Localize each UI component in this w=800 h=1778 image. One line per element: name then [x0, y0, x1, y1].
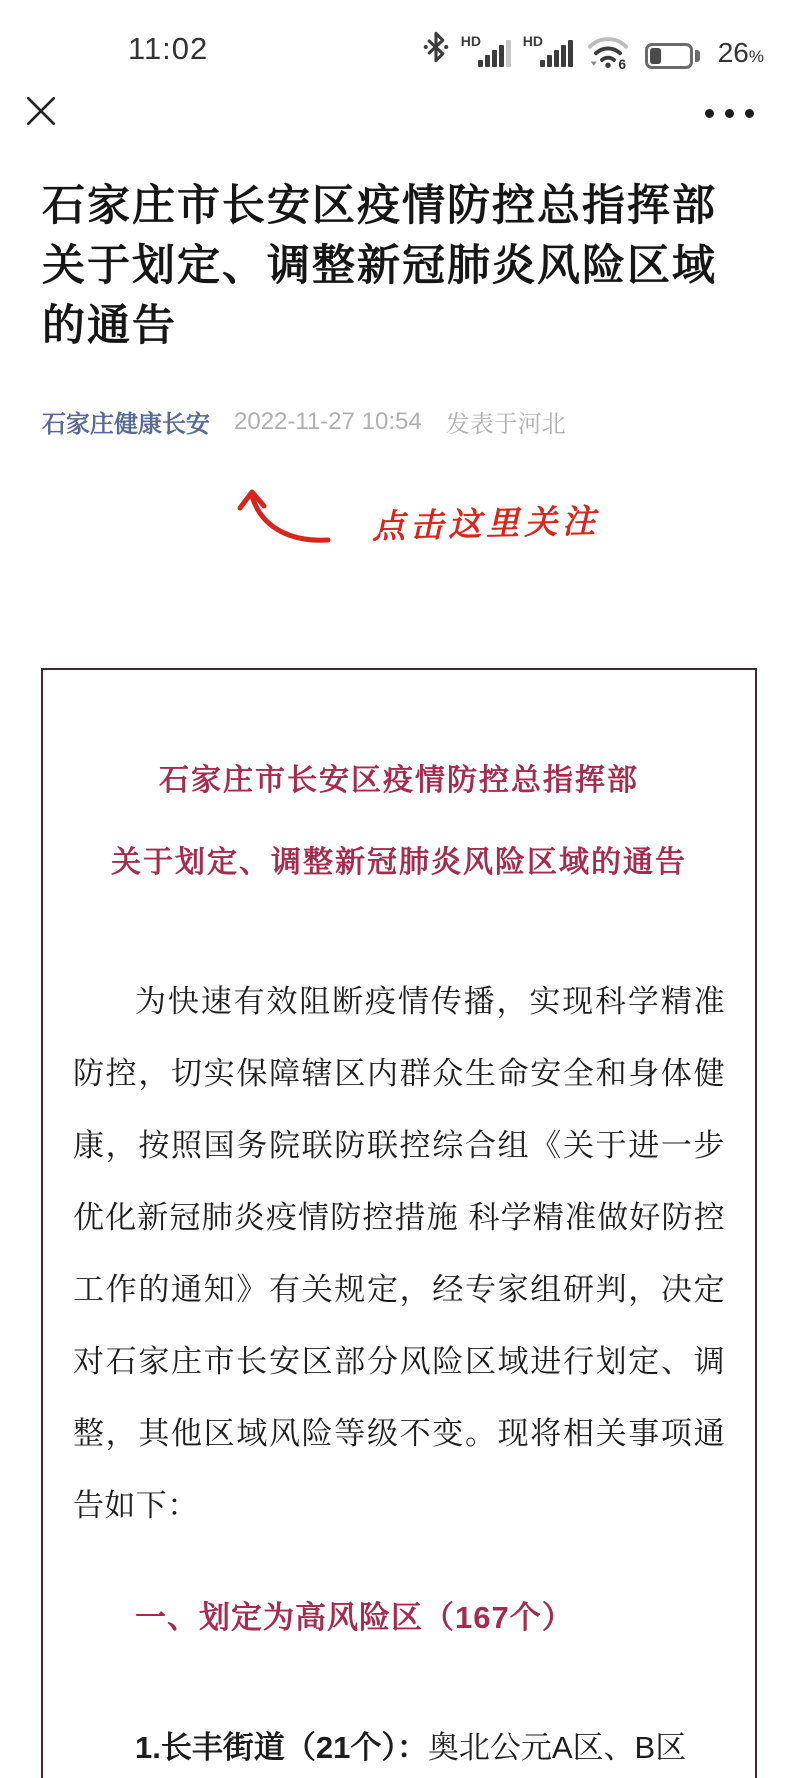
- wifi-6-icon: [585, 33, 631, 69]
- cellular-signal-2-icon: HD: [523, 33, 573, 69]
- notice-item1-label: 1.长丰街道（21个）：: [135, 1730, 428, 1765]
- ellipsis-dot: [745, 109, 754, 118]
- battery-icon: [645, 43, 700, 69]
- more-menu-button[interactable]: [705, 109, 754, 118]
- notice-heading-line1: 石家庄市长安区疫情防控总指挥部: [159, 764, 639, 797]
- close-icon[interactable]: [22, 92, 60, 135]
- notice-paragraph: 为快速有效阻断疫情传播，实现科学精准防控，切实保障辖区内群众生命安全和身体健康，按照国务院联防联控综合组《关于进一步优化新冠肺炎疫情防控措施 科学精准做好防控工作的通知》有关规定，经专家组研判，决定对石家庄市长安区部分风险区域进行划定、调整，其他区域风险等级不变。现将相关事项通告如下：: [73, 984, 725, 1523]
- curved-arrow-icon: [228, 484, 332, 551]
- status-icons: [423, 30, 764, 69]
- status-bar: [0, 26, 800, 72]
- article-byline: [42, 404, 770, 439]
- publish-time: 2022-11-27 10:54: [234, 407, 422, 435]
- publish-location: 发表于河北: [445, 411, 566, 438]
- notice-section1-title: 一、划定为高风险区（167个）: [135, 1600, 574, 1635]
- ellipsis-dot: [705, 109, 714, 118]
- notice-item1-text: 奥北公元A区、B区: [427, 1730, 687, 1765]
- notice-heading-line2: 关于划定、调整新冠肺炎风险区域的通告: [111, 846, 687, 879]
- nav-bar: [0, 86, 800, 140]
- article-title: 石家庄市长安区疫情防控总指挥部关于划定、调整新冠肺炎风险区域的通告: [42, 182, 717, 350]
- notice-item1: [73, 1726, 725, 1770]
- battery-percent: 26%: [717, 36, 764, 68]
- notice-box: [41, 668, 757, 1778]
- ellipsis-dot: [725, 109, 734, 118]
- bluetooth-icon: [423, 30, 449, 69]
- official-account-link[interactable]: 石家庄健康长安: [42, 411, 210, 438]
- status-time: 11:02: [128, 31, 209, 66]
- follow-hint-text[interactable]: 点击这里关注: [371, 501, 601, 546]
- follow-hint: [228, 484, 600, 551]
- svg-text:6: 6: [618, 56, 626, 69]
- cellular-signal-1-icon: HD: [461, 33, 511, 69]
